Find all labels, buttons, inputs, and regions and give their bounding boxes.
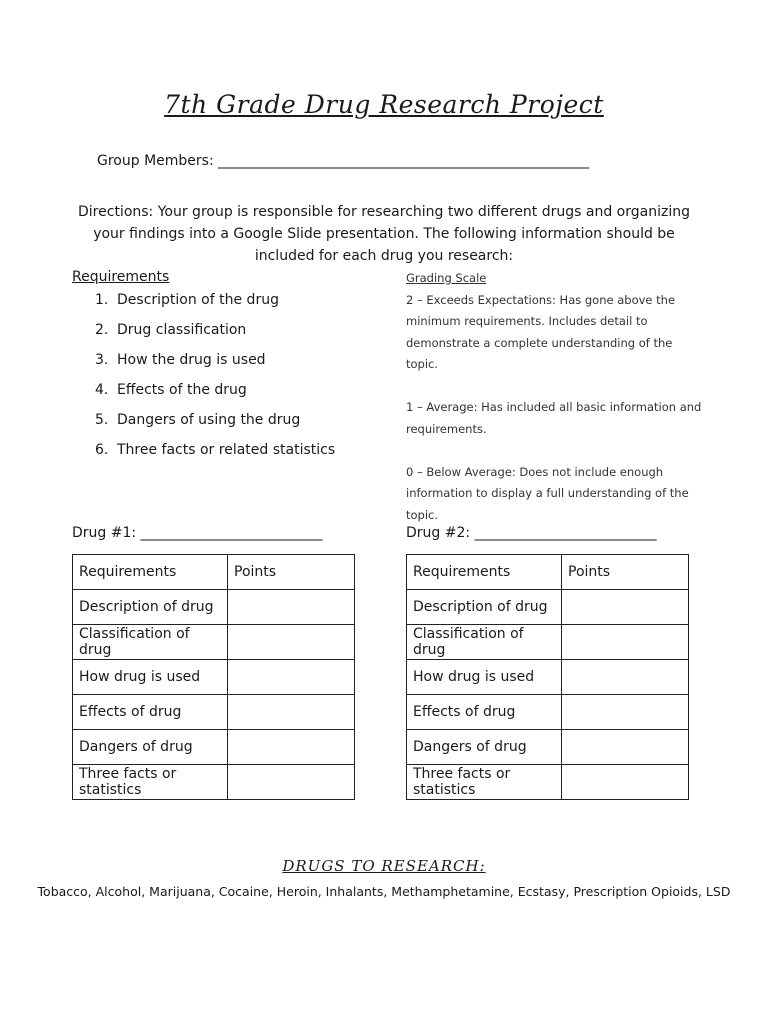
requirement-item: [95, 322, 335, 352]
drugs-to-research-heading: DRUGS TO RESEARCH:: [282, 857, 486, 875]
points-cell[interactable]: [228, 695, 355, 730]
requirement-number: 4.: [95, 382, 109, 398]
grading-scale: [406, 268, 706, 548]
table-row: [73, 765, 355, 800]
points-cell[interactable]: [562, 625, 689, 660]
points-cell[interactable]: [562, 660, 689, 695]
points-cell[interactable]: [562, 590, 689, 625]
header-points: Points: [562, 555, 689, 590]
points-cell[interactable]: [228, 590, 355, 625]
requirement-cell: How drug is used: [73, 660, 228, 695]
requirement-item: [95, 382, 335, 412]
page-title: 7th Grade Drug Research Project: [164, 90, 604, 119]
requirement-cell: Classification of drug: [73, 625, 228, 660]
header-requirements: Requirements: [407, 555, 562, 590]
table-row: [73, 730, 355, 765]
requirement-cell: Three facts or statistics: [73, 765, 228, 800]
requirements-heading: Requirements: [72, 269, 170, 285]
drug-2-label: Drug #2: __________________________: [406, 525, 657, 541]
table-row: [73, 590, 355, 625]
requirement-text: Dangers of using the drug: [117, 412, 301, 428]
requirement-item: [95, 352, 335, 382]
requirement-cell: Classification of drug: [407, 625, 562, 660]
drug-1-label: Drug #1: __________________________: [72, 525, 323, 541]
requirements-list: [95, 292, 335, 472]
table-header-row: [407, 555, 689, 590]
table-row: [407, 660, 689, 695]
table-row: [407, 765, 689, 800]
requirement-number: 6.: [95, 442, 109, 458]
group-members-line: Group Members: _____________________________________________________: [97, 153, 590, 169]
requirement-text: How the drug is used: [117, 352, 266, 368]
requirement-cell: Effects of drug: [73, 695, 228, 730]
requirement-cell: Effects of drug: [407, 695, 562, 730]
points-cell[interactable]: [228, 625, 355, 660]
requirement-item: [95, 412, 335, 442]
points-cell[interactable]: [228, 765, 355, 800]
grading-level-2: 2 – Exceeds Expectations: Has gone above the minimum requirements. Includes detail to demonstrate a complete understanding of the topic.: [406, 292, 676, 371]
requirement-number: 5.: [95, 412, 109, 428]
requirement-item: [95, 292, 335, 322]
requirement-cell: Description of drug: [407, 590, 562, 625]
points-cell[interactable]: [562, 765, 689, 800]
requirement-cell: Three facts or statistics: [407, 765, 562, 800]
table-row: [407, 590, 689, 625]
requirement-cell: Dangers of drug: [407, 730, 562, 765]
requirement-text: Drug classification: [117, 322, 247, 338]
points-cell[interactable]: [562, 730, 689, 765]
table-row: [73, 695, 355, 730]
table-row: [407, 695, 689, 730]
requirement-number: 1.: [95, 292, 109, 308]
table-row: [73, 660, 355, 695]
grading-scale-heading: Grading Scale: [406, 271, 487, 285]
table-row: [407, 730, 689, 765]
requirement-cell: How drug is used: [407, 660, 562, 695]
grading-level-1: 1 – Average: Has included all basic information and requirements.: [406, 400, 702, 436]
requirement-cell: Description of drug: [73, 590, 228, 625]
requirement-number: 2.: [95, 322, 109, 338]
table-row: [407, 625, 689, 660]
drug-2-rubric-table: [406, 554, 689, 800]
points-cell[interactable]: [228, 730, 355, 765]
points-cell[interactable]: [562, 695, 689, 730]
drugs-to-research-list: Tobacco, Alcohol, Marijuana, Cocaine, Heroin, Inhalants, Methamphetamine, Ecstasy, Prescription Opioids, LSD: [37, 884, 731, 899]
table-header-row: [73, 555, 355, 590]
requirement-text: Three facts or related statistics: [117, 442, 336, 458]
requirement-text: Description of the drug: [117, 292, 279, 308]
requirement-number: 3.: [95, 352, 109, 368]
grading-level-0: 0 – Below Average: Does not include enough information to display a full understanding of the topic.: [406, 464, 689, 522]
drug-1-rubric-table: [72, 554, 355, 800]
header-requirements: Requirements: [73, 555, 228, 590]
requirement-item: [95, 442, 335, 472]
requirement-text: Effects of the drug: [117, 382, 247, 398]
requirement-cell: Dangers of drug: [73, 730, 228, 765]
points-cell[interactable]: [228, 660, 355, 695]
header-points: Points: [228, 555, 355, 590]
table-row: [73, 625, 355, 660]
directions-text: Directions: Your group is responsible for researching two different drugs and organizing your findings into a Google Slide presentation. The following information should be included for each drug you research:: [78, 204, 690, 264]
